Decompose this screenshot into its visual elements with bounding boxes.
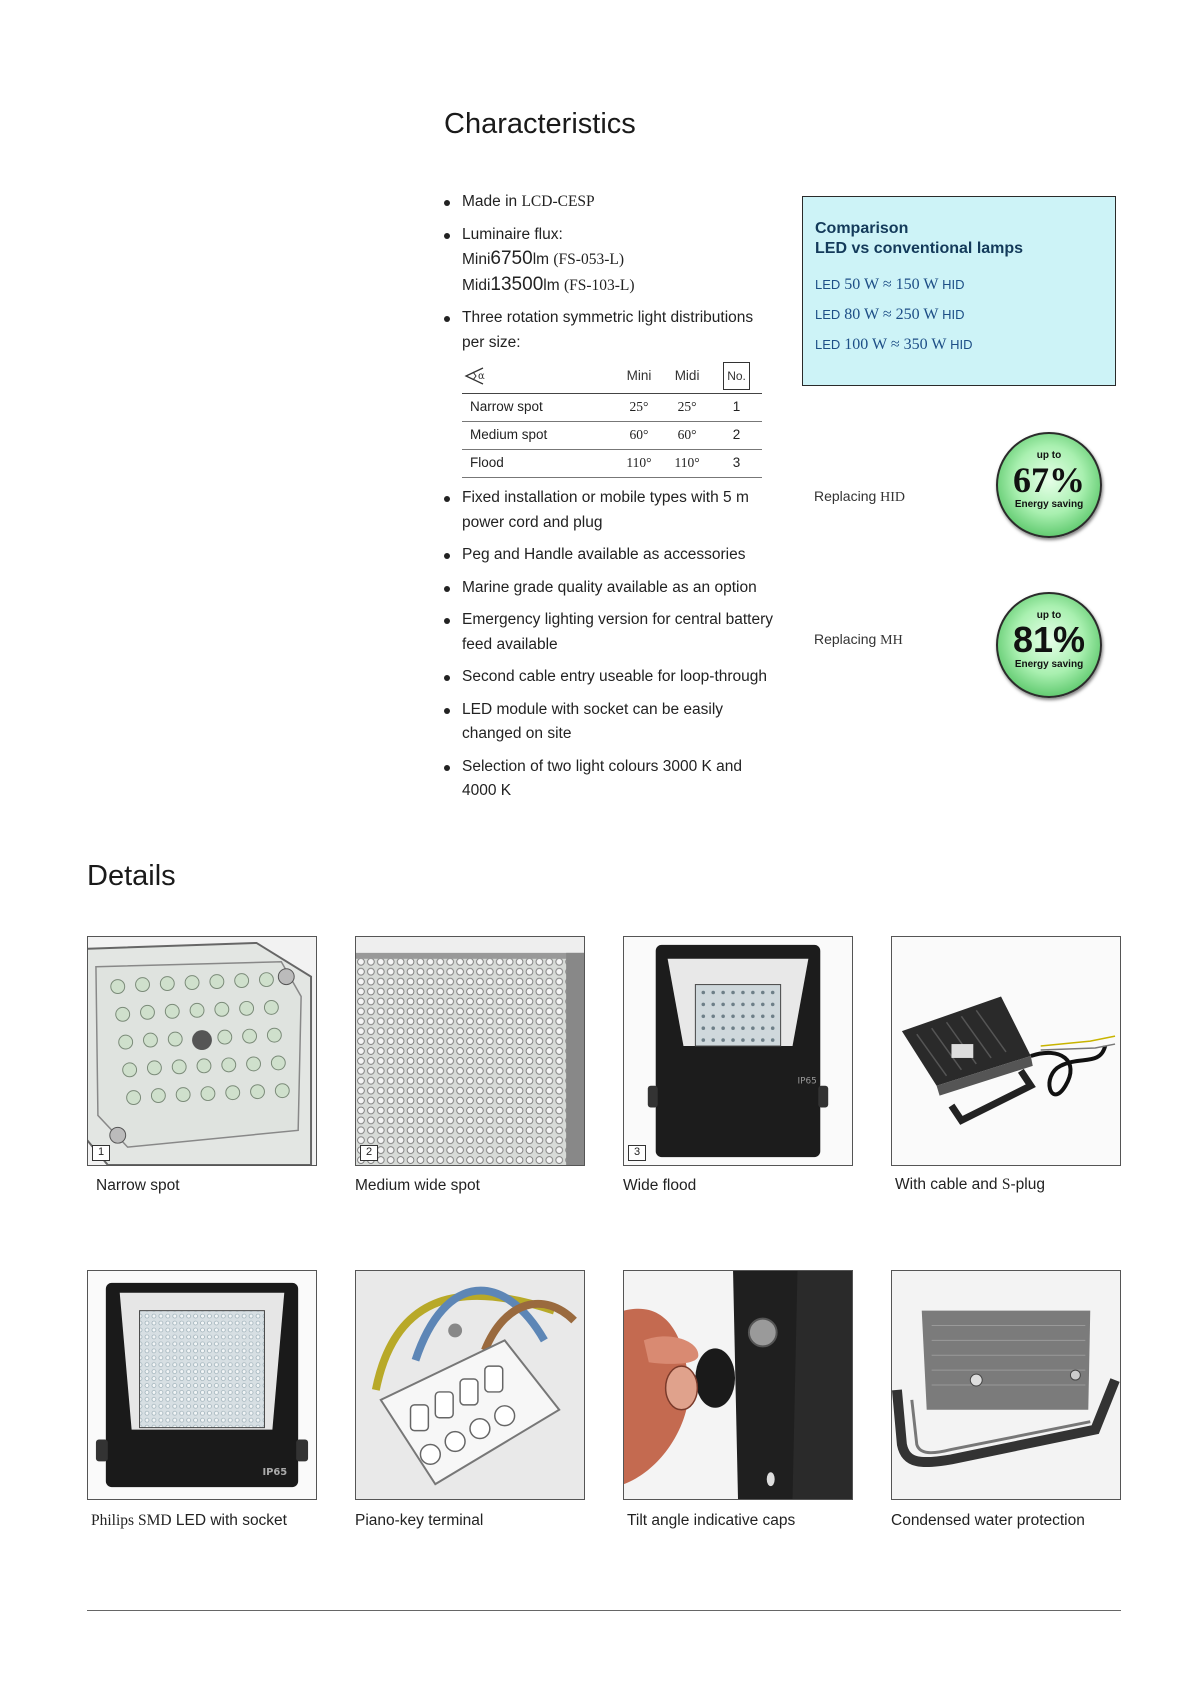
angle-icon	[462, 359, 615, 394]
row-mini: 110°	[615, 450, 663, 478]
badge-caption: Energy saving	[1014, 659, 1084, 670]
hid-watts: 250 W	[895, 306, 939, 323]
hid-watts: 150 W	[895, 276, 939, 293]
row-number: 3	[711, 450, 762, 478]
led-watts: 50 W	[844, 276, 879, 293]
tile-number-badge: 1	[92, 1145, 110, 1161]
badge-up-to: up to	[1036, 450, 1062, 461]
table-row	[462, 394, 762, 422]
svg-text:IP65: IP65	[262, 1467, 288, 1479]
led-array-sketch	[356, 937, 584, 1165]
characteristics-list	[444, 190, 774, 812]
bullet-made-in	[444, 190, 774, 215]
led-watts: 80 W	[844, 306, 879, 323]
comparison-row	[815, 335, 1103, 355]
flux-label: Luminaire flux:	[462, 225, 563, 243]
replacing-hid-label	[814, 488, 905, 506]
detail-image-condensed-water	[891, 1270, 1121, 1500]
col-midi: Midi	[663, 359, 711, 394]
detail-image-tilt-caps	[623, 1270, 853, 1500]
row-midi: 60°	[663, 422, 711, 450]
cable-plug-sketch	[892, 937, 1120, 1165]
caption-philips-smd	[91, 1512, 287, 1530]
caption-narrow-spot: Narrow spot	[96, 1177, 180, 1194]
footer-divider	[87, 1610, 1121, 1611]
led-module-sketch	[88, 937, 316, 1165]
caption-text: With cable and	[895, 1176, 998, 1193]
row-name: Flood	[462, 450, 615, 478]
hid-label: HID	[950, 337, 973, 352]
distributions-text: Three rotation symmetric light distributions per size:	[462, 309, 754, 351]
water-protection-sketch	[892, 1271, 1120, 1499]
caption-cable-plug	[895, 1176, 1045, 1194]
comparison-list	[815, 275, 1103, 355]
made-in-value: LCD-CESP	[521, 193, 595, 210]
comparison-box	[802, 196, 1116, 386]
floodlight-sketch	[624, 937, 852, 1165]
comparison-subtitle: LED vs conventional lamps	[815, 240, 1024, 257]
caption-medium-wide-spot: Medium wide spot	[355, 1177, 480, 1194]
replacing-prefix: Replacing	[814, 488, 877, 504]
row-name: Narrow spot	[462, 394, 615, 422]
flux-midi-code: (FS-103-L)	[563, 276, 635, 294]
col-number	[711, 359, 762, 394]
detail-image-medium-spot	[355, 936, 585, 1166]
row-name: Medium spot	[462, 422, 615, 450]
led-label: LED	[815, 307, 841, 322]
tile-number-badge: 2	[360, 1145, 378, 1161]
bullet-marine: Marine grade quality available as an option	[444, 576, 774, 601]
flux-midi	[462, 273, 774, 299]
tilt-cap-hand-sketch	[624, 1271, 852, 1499]
approx-sign: ≈	[882, 306, 892, 323]
replacing-lamp: MH	[880, 633, 903, 648]
comparison-title: Comparison	[815, 220, 909, 237]
table-row	[462, 450, 762, 478]
badge-percent: 67%	[1013, 460, 1085, 500]
bullet-accessories: Peg and Handle available as accessories	[444, 543, 774, 568]
detail-image-narrow-spot	[87, 936, 317, 1166]
col-mini: Mini	[615, 359, 663, 394]
flux-midi-label: Midi	[462, 276, 491, 294]
caption-text: LED with socket	[175, 1512, 287, 1529]
bullet-led-module: LED module with socket can be easily changed on site	[444, 698, 774, 747]
energy-saving-badge-mh	[996, 592, 1102, 698]
bullet-installation: Fixed installation or mobile types with 5 m power cord and plug	[444, 486, 774, 535]
row-number: 2	[711, 422, 762, 450]
svg-text:α: α	[478, 371, 485, 383]
detail-image-cable-plug	[891, 936, 1121, 1166]
replacing-mh-label	[814, 631, 903, 649]
row-mini: 60°	[615, 422, 663, 450]
flux-mini	[462, 247, 774, 273]
bullet-cable-entry: Second cable entry useable for loop-through	[444, 665, 774, 690]
caption-tilt-caps: Tilt angle indicative caps	[627, 1512, 796, 1529]
floodlight-front-sketch	[88, 1271, 316, 1499]
made-in-prefix: Made in	[462, 193, 518, 210]
table-row	[462, 422, 762, 450]
energy-saving-badge-hid	[996, 432, 1102, 538]
caption-piano-key-terminal: Piano-key terminal	[355, 1512, 484, 1529]
replacing-prefix: Replacing	[814, 631, 877, 647]
number-film-icon: No.	[723, 362, 750, 391]
comparison-row	[815, 305, 1103, 325]
bullet-flux	[444, 223, 774, 299]
replacing-lamp: HID	[880, 490, 906, 505]
approx-sign: ≈	[882, 276, 892, 293]
caption-text: -plug	[1010, 1176, 1045, 1193]
flux-midi-value: 13500	[490, 273, 544, 295]
flux-mini-code: (FS-053-L)	[553, 251, 624, 268]
detail-image-philips-smd	[87, 1270, 317, 1500]
badge-up-to: up to	[1036, 610, 1062, 621]
hid-label: HID	[942, 277, 965, 292]
row-midi: 25°	[663, 394, 711, 422]
bullet-distributions	[444, 306, 774, 478]
approx-sign: ≈	[890, 336, 900, 353]
hid-label: HID	[942, 307, 965, 322]
flux-mini-label: Mini	[462, 251, 491, 268]
distribution-table	[462, 359, 762, 478]
flux-mini-unit: lm	[532, 251, 550, 268]
details-title: Details	[87, 860, 176, 892]
bullet-light-colours: Selection of two light colours 3000 K and 4000 K	[444, 755, 774, 804]
detail-image-piano-key-terminal	[355, 1270, 585, 1500]
hid-watts: 350 W	[903, 336, 947, 353]
caption-wide-flood: Wide flood	[623, 1177, 697, 1194]
caption-brand: Philips SMD	[91, 1512, 172, 1529]
badge-caption: Energy saving	[1014, 499, 1084, 510]
led-label: LED	[815, 277, 841, 292]
row-number: 1	[711, 394, 762, 422]
flux-mini-value: 6750	[490, 248, 533, 269]
svg-text:IP65: IP65	[797, 1076, 817, 1087]
badge-percent: 81%	[1012, 619, 1086, 660]
led-label: LED	[815, 337, 841, 352]
bullet-emergency: Emergency lighting version for central battery feed available	[444, 608, 774, 657]
caption-condensed-water: Condensed water protection	[891, 1512, 1085, 1529]
terminal-block-sketch	[356, 1271, 584, 1499]
row-mini: 25°	[615, 394, 663, 422]
comparison-row	[815, 275, 1103, 295]
tile-number-badge: 3	[628, 1145, 646, 1161]
led-watts: 100 W	[844, 336, 887, 353]
caption-s: S	[1001, 1176, 1011, 1193]
flux-midi-unit: lm	[543, 276, 560, 294]
row-midi: 110°	[663, 450, 711, 478]
characteristics-title: Characteristics	[444, 108, 636, 140]
detail-image-wide-flood	[623, 936, 853, 1166]
